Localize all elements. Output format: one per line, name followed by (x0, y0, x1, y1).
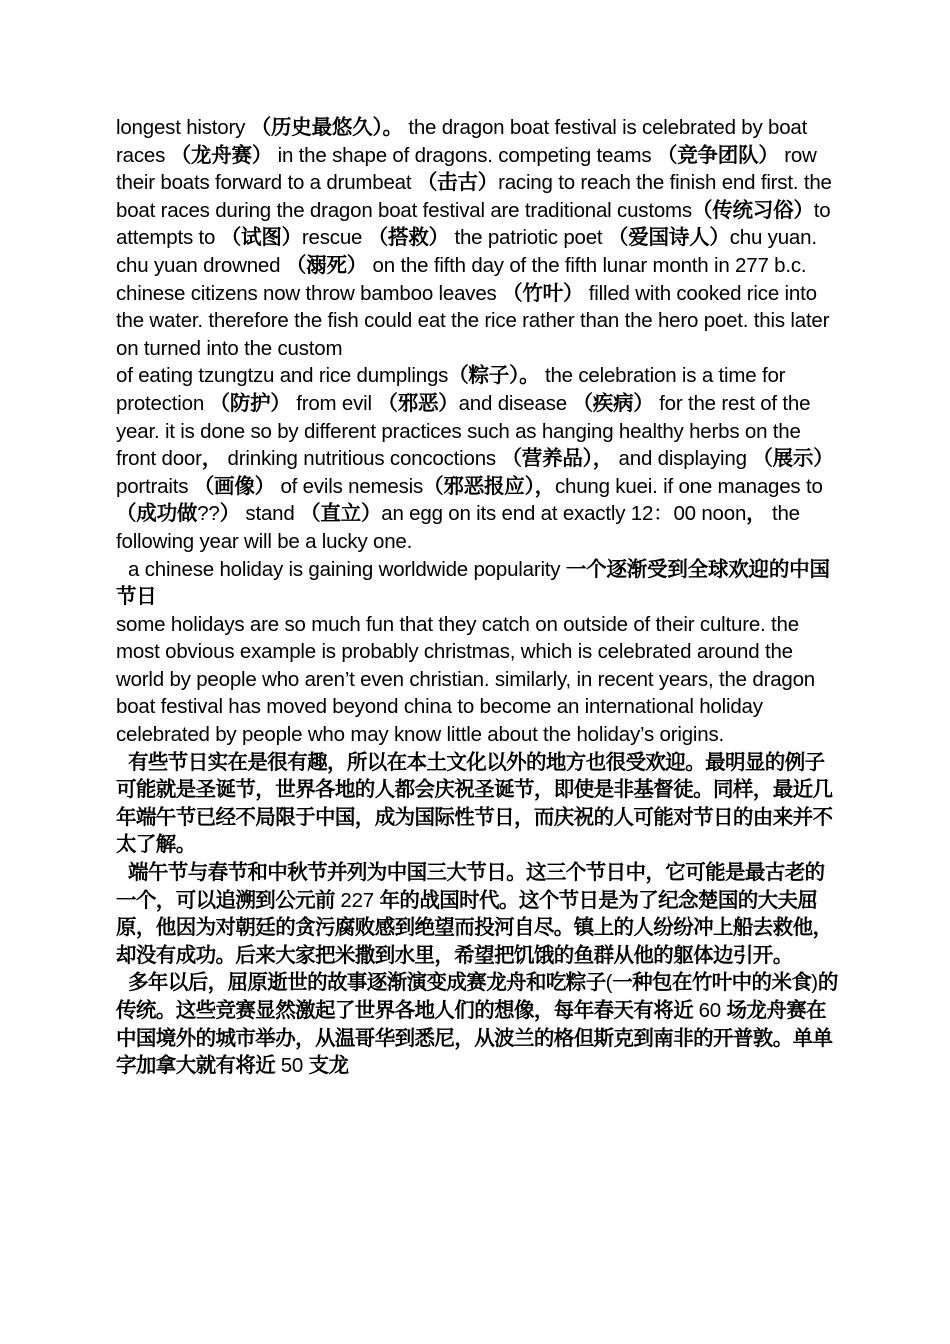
paragraph-dragon-boat-races (116, 114, 838, 362)
paragraph-three-festivals-chinese (116, 859, 838, 969)
text-run: of eating tzungtzu and rice dumplings (116, 364, 449, 388)
text-run: of evils nemesis (274, 474, 424, 498)
text-run: racing to reach the finish end first. the boat races during the dragon boat festival are traditional customs (116, 171, 832, 222)
document-page (116, 114, 838, 1080)
text-run: chu yuan. chu yuan drowned (116, 226, 817, 277)
text-run: in the shape of dragons. competing teams (272, 143, 657, 167)
bold-text-run: （粽子）。 (448, 364, 540, 388)
text-run: the celebration is a time for protection (116, 364, 786, 415)
text-run: row their boats forward to a drumbeat (116, 143, 817, 195)
bold-text-run: 年的战国时代。这个节日是为了纪念楚国的大夫屈原，他因为对朝廷的贪污腐败感到绝望而投河自尽。镇上的人纷纷冲上船去救他，却没有成功。后来大家把米撒到水里，希望把饥饿的鱼群从他的躯体边引开。 (116, 888, 833, 967)
text-run: filled with cooked rice into the water. therefore the fish could eat the rice rather than the hero poet. this later on turned into the custom (116, 281, 830, 360)
text-run: stand (239, 502, 301, 526)
text-run: to attempts to (116, 198, 831, 250)
text-run: and displaying (613, 447, 753, 471)
text-run: rescue (301, 226, 368, 250)
paragraph-holidays-english (116, 611, 838, 749)
bold-text-run: ， (746, 502, 767, 526)
bold-text-run: （龙舟赛） (170, 143, 273, 167)
text-run: 227 (334, 888, 380, 912)
bold-text-run: （溺死） (285, 253, 368, 277)
text-run: longest history (116, 116, 251, 139)
text-run: drinking nutritious concoctions (222, 447, 502, 471)
bold-text-run: （搭救） (367, 226, 449, 250)
bold-text-run: （邪恶） (377, 391, 459, 415)
bold-text-run: 有些节日实在是很有趣，所以在本土文化以外的地方也很受欢迎。最明显的例子可能就是圣诞节，世界各地的人都会庆祝圣诞节，即使是非基督徒。同样，最近几年端午节已经不局限于中国，成为国际性节日，而庆祝的人可能对节日的由来并不太了解。 (116, 750, 833, 857)
text-run: ?? (197, 502, 220, 526)
bold-text-run: 端午节与春节和中秋节并列为中国三大节日。这三个节日中，它可能是最古老的一个，可以追溯到公元前 (116, 861, 825, 912)
bold-text-run: 多年以后，屈原逝世的故事逐渐演变成赛龙舟和吃粽子 (128, 971, 606, 995)
text-run: a chinese holiday is gaining worldwide popularity (128, 557, 566, 581)
bold-text-run: （展示） (752, 447, 834, 471)
text-run: for the rest of the year. it is done so by different practices such as hanging healthy herbs on the front door (116, 391, 811, 471)
bold-text-run: （击古） (416, 171, 499, 195)
bold-text-run: 场龙舟赛在中国境外的城市举办，从温哥华到悉尼，从波兰的格但斯克到南非的开普敦。单单字加拿大就有将近 (116, 999, 833, 1078)
bold-text-run: （传统习俗） (691, 198, 814, 222)
text-run: on the fifth day of the fifth lunar month in 277 b.c. chinese citizens now throw bamboo leaves (116, 253, 807, 305)
text-run: the following year will be a lucky one. (116, 502, 800, 553)
text-run: an egg on its end at exactly 12：00 noon (381, 502, 747, 526)
paragraph-qu-yuan-legend-chinese (116, 969, 838, 1079)
bold-text-run: （竞争团队） (656, 143, 779, 167)
text-run: the patriotic poet (448, 226, 608, 250)
bold-text-run: （成功做 (116, 502, 198, 526)
bold-text-run: （邪恶报应）， (423, 474, 555, 498)
text-run: ) (811, 971, 818, 995)
bold-text-run: （画像） (193, 474, 275, 498)
bold-text-run: 的传统。这些竞赛显然激起了世界各地人们的想像，每年春天有将近 (116, 971, 838, 1022)
text-run: chung kuei. if one manages to (554, 474, 823, 498)
bold-text-run: （疾病） (572, 391, 654, 415)
bold-text-run: （直立） (300, 502, 382, 526)
bold-text-run: 一种包在竹叶中的米食 (612, 971, 812, 995)
bold-text-run: ） (219, 502, 240, 526)
bold-text-run: （历史最悠久）。 (250, 116, 403, 139)
text-run: from evil (290, 391, 378, 415)
bold-text-run: （爱国诗人） (607, 226, 730, 250)
paragraph-heading-worldwide-popularity (116, 556, 838, 611)
text-run: 60 (693, 999, 727, 1022)
paragraph-tzungtzu-custom (116, 362, 838, 555)
bold-text-run: 一个逐渐受到全球欢迎的中国节日 (116, 557, 830, 609)
bold-text-run: （防护） (209, 391, 291, 415)
bold-text-run: （试图） (220, 226, 302, 250)
text-run: portraits (116, 474, 194, 498)
paragraph-holidays-chinese (116, 749, 838, 859)
bold-text-run: 支龙 (308, 1054, 349, 1078)
text-run: the dragon boat festival is celebrated by boat races (116, 116, 808, 167)
text-run: ( (605, 971, 613, 995)
text-run: and disease (458, 391, 573, 415)
bold-text-run: ， (201, 447, 223, 471)
text-run: some holidays are so much fun that they catch on outside of their culture. the most obvious example is probably christmas, which is celebrated around the world by people who aren’t even christian. similarly, in recent years, the dragon boat festival has moved beyond china to become an international holiday celebrated by people who may know little about the holiday’s origins. (116, 612, 815, 747)
bold-text-run: （营养品）， (501, 447, 614, 471)
bold-text-run: （竹叶） (502, 281, 584, 305)
text-run: 50 (275, 1054, 309, 1078)
